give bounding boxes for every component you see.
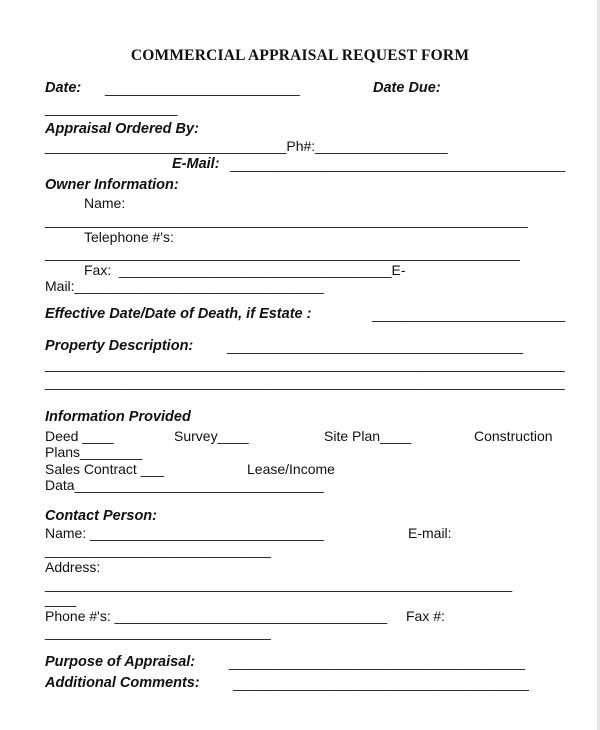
owner-name-field[interactable]: ______________________________________________________________ xyxy=(45,212,528,228)
contact-person-heading: Contact Person: xyxy=(45,508,157,524)
date-label: Date: xyxy=(45,80,82,96)
purpose-of-appraisal-field[interactable]: ______________________________________ xyxy=(229,654,525,670)
additional-comments-label: Additional Comments: xyxy=(45,675,200,691)
contact-address-field-cont[interactable]: ____ xyxy=(45,591,77,607)
information-provided-heading: Information Provided xyxy=(45,409,191,425)
date-due-field[interactable]: _________________ xyxy=(45,100,178,116)
owner-telephone-field[interactable]: _____________________________________________________________ xyxy=(45,245,520,261)
owner-fax-field[interactable]: Fax: ___________________________________E- xyxy=(84,262,406,278)
ordered-by-and-phone-field[interactable]: _______________________________Ph#:_________________ xyxy=(45,138,448,154)
contact-phone-field[interactable]: Phone #'s: ___________________________________ xyxy=(45,608,388,624)
purpose-of-appraisal-label: Purpose of Appraisal: xyxy=(45,654,196,670)
property-description-line-2[interactable]: ___________________________________________________________________ xyxy=(45,356,565,372)
owner-telephone-label: Telephone #'s: xyxy=(84,229,174,245)
owner-name-label: Name: xyxy=(84,195,126,211)
additional-comments-field[interactable]: ______________________________________ xyxy=(233,675,529,691)
site-plan-field[interactable]: Site Plan____ xyxy=(324,428,412,444)
survey-field[interactable]: Survey____ xyxy=(174,428,249,444)
owner-information-heading: Owner Information: xyxy=(45,177,179,193)
effective-date-label: Effective Date/Date of Death, if Estate : xyxy=(45,306,312,322)
construction-plans-field[interactable]: Plans________ xyxy=(45,444,143,460)
contact-fax-field[interactable]: _____________________________ xyxy=(45,624,271,640)
contact-email-label: E-mail: xyxy=(408,525,452,541)
contact-address-label: Address: xyxy=(45,559,101,575)
deed-field[interactable]: Deed ____ xyxy=(45,428,114,444)
contact-fax-label: Fax #: xyxy=(406,608,445,624)
contact-email-field[interactable]: _____________________________ xyxy=(45,542,271,558)
construction-plans-label: Construction xyxy=(474,428,553,444)
property-description-label: Property Description: xyxy=(45,338,194,354)
contact-address-field[interactable]: ____________________________________________________________ xyxy=(45,576,513,592)
effective-date-field[interactable]: ___________________________ xyxy=(372,306,566,322)
appraisal-ordered-by-heading: Appraisal Ordered By: xyxy=(45,121,199,137)
property-description-line-3[interactable]: ___________________________________________________________________ xyxy=(45,374,565,390)
date-field[interactable]: _________________________ xyxy=(105,80,300,96)
date-due-label: Date Due: xyxy=(373,80,441,96)
owner-email-field[interactable]: Mail:________________________________ xyxy=(45,278,324,294)
contact-name-field[interactable]: Name: ______________________________ xyxy=(45,525,324,541)
sales-contract-field[interactable]: Sales Contract ___ xyxy=(45,461,165,477)
email-field[interactable]: ______________________________________________ xyxy=(230,156,566,172)
form-title: COMMERCIAL APPRAISAL REQUEST FORM xyxy=(130,47,470,64)
email-label: E-Mail: xyxy=(172,156,220,172)
lease-income-label: Lease/Income xyxy=(247,461,335,477)
property-description-field[interactable]: ______________________________________ xyxy=(227,338,523,354)
lease-income-data-field[interactable]: Data________________________________ xyxy=(45,477,324,493)
